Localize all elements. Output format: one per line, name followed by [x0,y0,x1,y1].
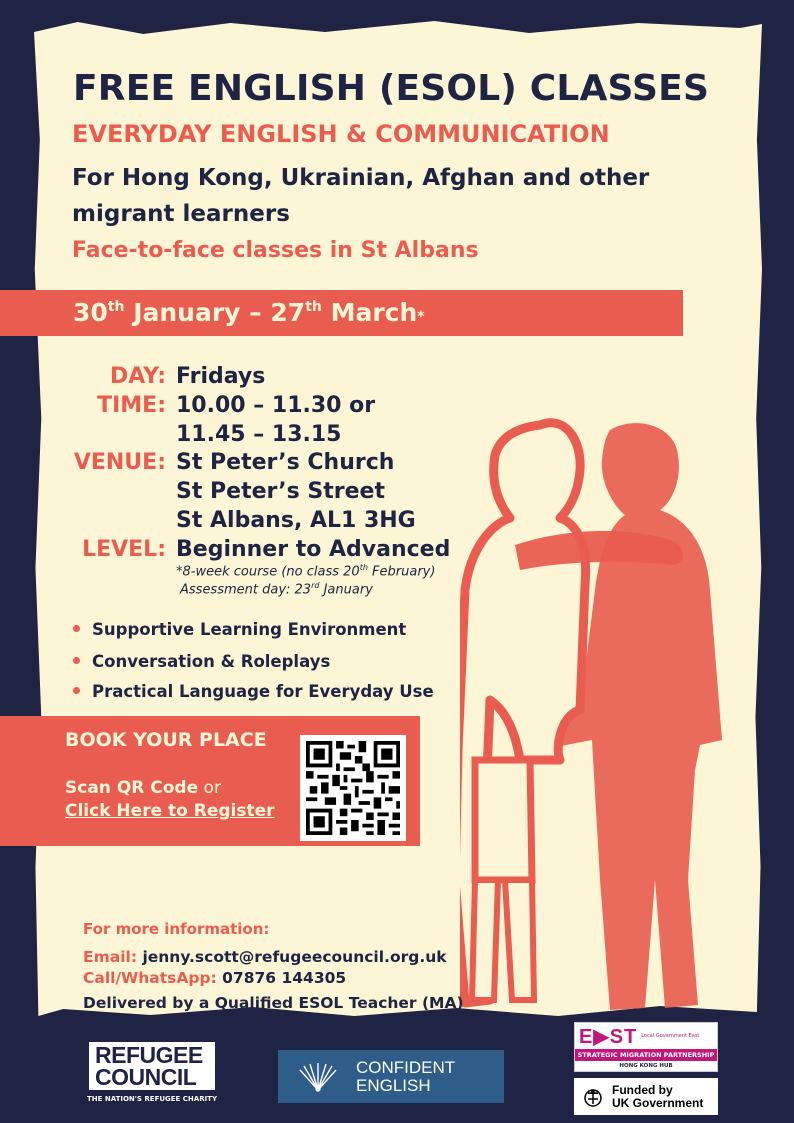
rc-word-2: COUNCIL [95,1064,197,1090]
confident-english-logo [278,1050,504,1103]
scan-or: or [198,778,221,798]
lg-east-logo [574,1022,718,1072]
end-day: 27 [270,298,306,327]
phone-label: Call/WhatsApp: [83,969,217,987]
venue-line-1: St Peter’s Church [176,450,395,475]
subtitle: EVERYDAY ENGLISH & COMMUNICATION [72,120,610,148]
audience-text: For Hong Kong, Ukrainian, Afghan and other migrant learners [72,165,650,227]
course-note-sup: th [359,563,368,572]
ce-text [356,1059,455,1095]
refugee-council-wordmark [87,1040,217,1092]
time-value-1: 10.00 – 11.30 or [176,393,376,418]
booking-title: BOOK YOUR PLACE [65,729,267,751]
east-wordmark: E▶ST [579,1025,638,1048]
bullet-text: Supportive Learning Environment [92,620,407,639]
day-label: DAY: [110,364,166,389]
uk-government-logo [574,1078,718,1115]
email-line [83,948,447,966]
delivered-text: Delivered by a Qualified ESOL Teacher (MA) [83,994,464,1012]
ukgov-line-2: UK Government [612,1095,704,1110]
scan-text [65,778,221,798]
delivered-line [83,994,464,1012]
bullet-item [73,620,406,639]
register-link[interactable]: Click Here to Register [65,801,275,821]
rc-word-1: REFUGEE [95,1042,203,1068]
end-suffix: th [305,299,322,315]
east-hub-text: HONG KONG HUB [619,1063,673,1069]
phone-line [83,969,346,987]
start-suffix: th [107,299,125,315]
class-mode: Face-to-face classes in St Albans [72,238,479,263]
start-month: January [133,298,241,327]
people-hugging-illustration [460,410,760,1020]
assess-note-b: January [319,582,373,598]
date-asterisk: * [417,309,425,325]
assessment-note [180,581,373,597]
assess-note-a: Assessment day: 23 [180,582,312,598]
end-month: March [330,298,418,327]
refugee-council-logo [87,1040,217,1103]
contact-heading: For more information: [83,920,270,938]
course-note [176,563,435,579]
rc-tagline: THE NATION'S REFUGEE CHARITY [87,1095,218,1103]
bullet-dot-icon [73,687,80,694]
start-day: 30 [73,298,108,327]
phone-number[interactable]: 07876 144305 [222,969,347,987]
date-range [73,298,425,327]
east-side-text: Local Government East [641,1033,700,1039]
venue-line-3: St Albans, AL1 3HG [176,508,416,533]
time-value-2: 11.45 – 13.15 [176,422,342,447]
bullet-item [73,682,434,701]
email-label: Email: [83,948,138,966]
level-label: LEVEL: [82,537,166,562]
ce-word-2: ENGLISH [356,1075,431,1095]
bullet-dot-icon [73,625,80,632]
scan-label: Scan QR Code [65,778,199,798]
bullet-text: Practical Language for Everyday Use [92,682,434,701]
page-title: FREE ENGLISH (ESOL) CLASSES [73,68,710,109]
email-address[interactable]: jenny.scott@refugeecouncil.org.uk [142,948,447,966]
bullet-item [73,652,330,671]
venue-line-2: St Peter’s Street [176,479,385,504]
qr-code-graphic [306,741,400,835]
ukgov-text [612,1084,703,1110]
course-note-a: *8-week course (no class 20 [176,564,360,580]
ukgov-line-1: Funded by [612,1082,673,1097]
royal-crest-icon [582,1086,604,1108]
bullet-dot-icon [73,657,80,664]
level-value: Beginner to Advanced [176,537,451,562]
east-bar-text: STRATEGIC MIGRATION PARTNERSHIP [575,1049,717,1061]
qr-code-icon[interactable] [300,735,406,841]
bullet-text: Conversation & Roleplays [92,652,331,671]
course-note-b: February) [367,564,436,580]
assess-note-sup: rd [311,581,320,590]
date-dash: – [249,298,262,327]
ce-word-1: CONFIDENT [356,1057,456,1077]
day-value: Fridays [176,364,266,389]
venue-label: VENUE: [73,450,166,475]
peacock-icon [296,1062,340,1092]
time-label: TIME: [97,393,166,418]
